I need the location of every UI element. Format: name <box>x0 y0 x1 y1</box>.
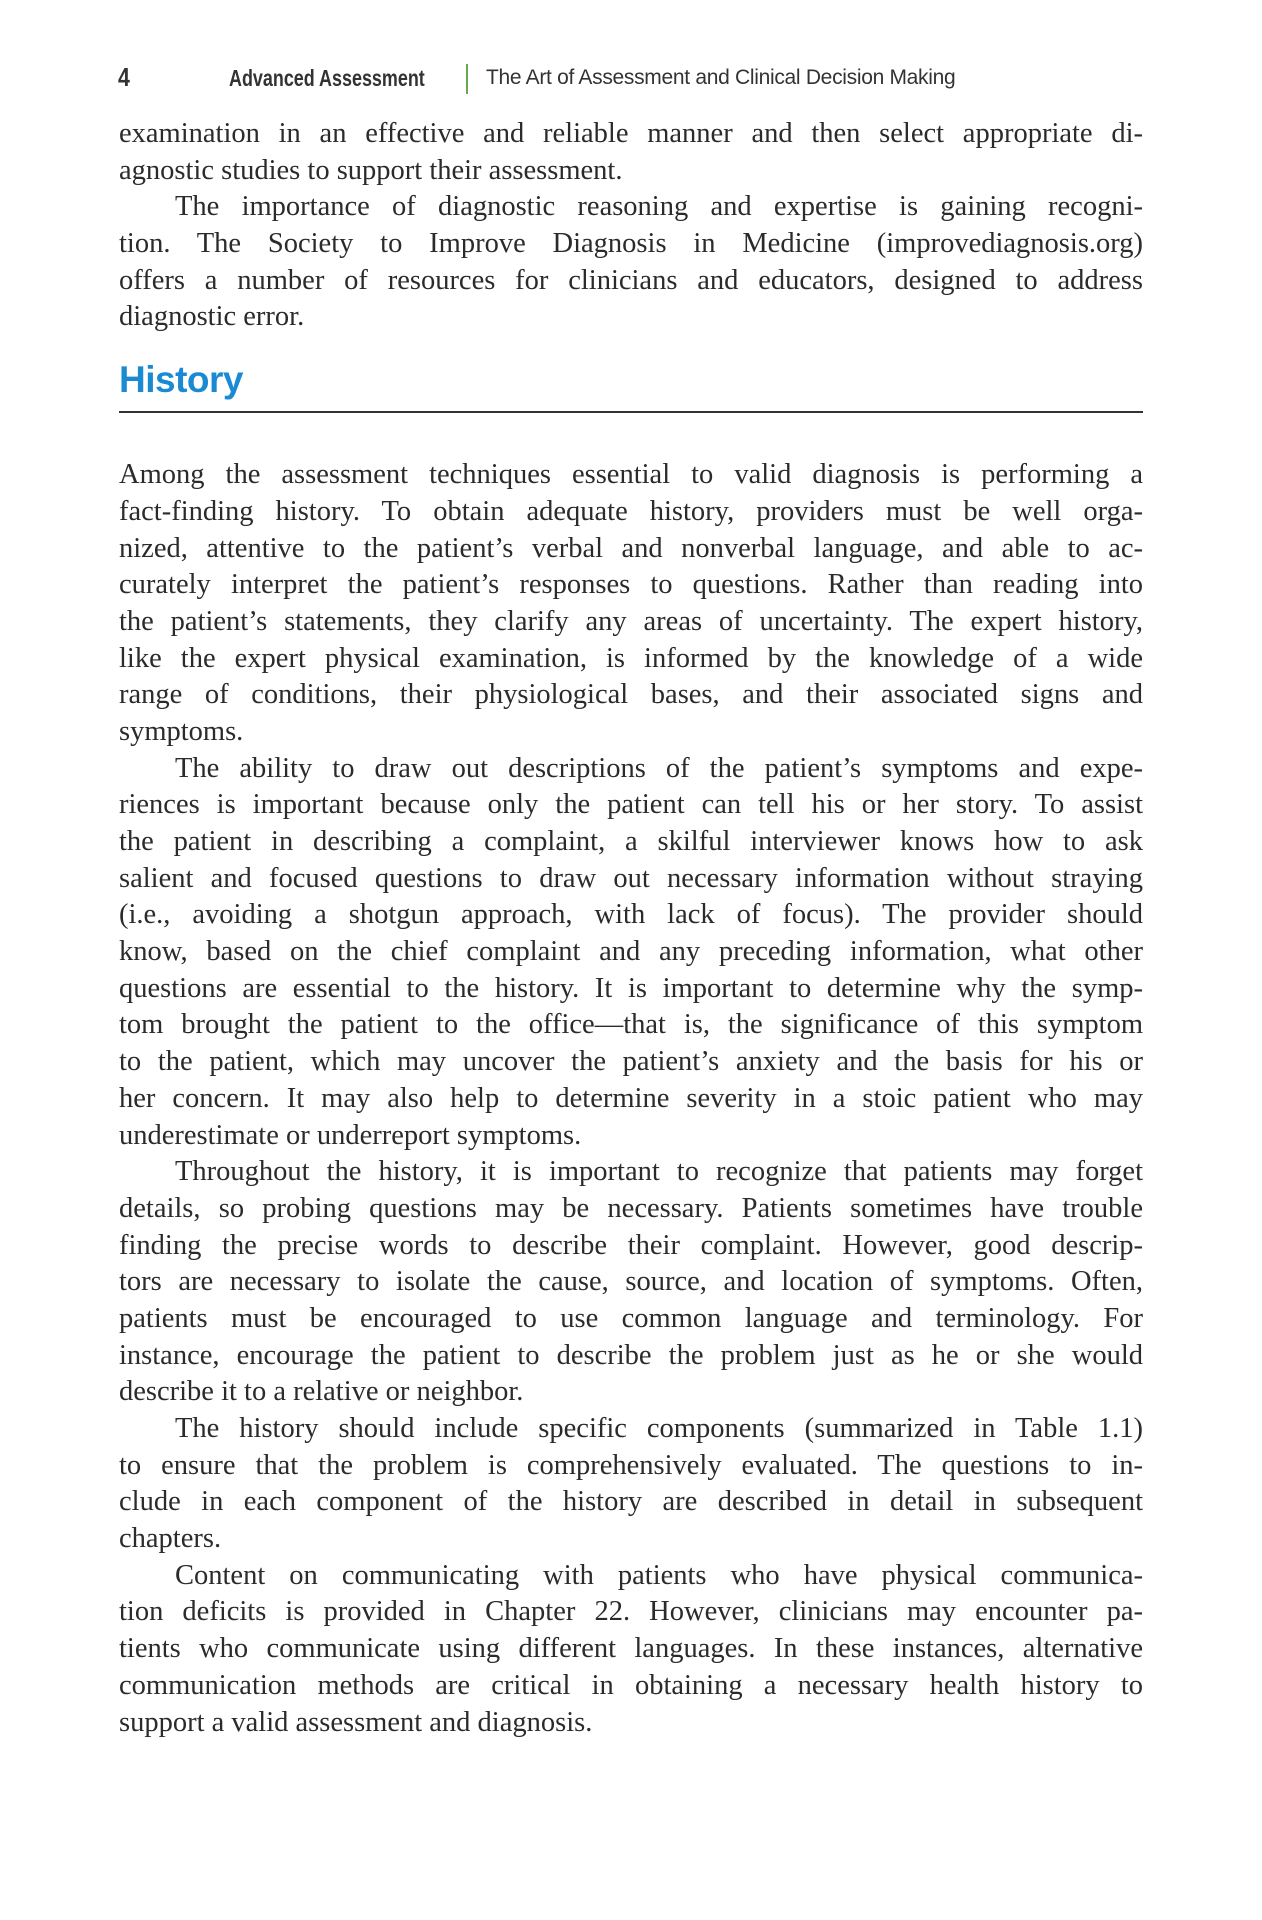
paragraph <box>119 189 1143 336</box>
text-line: her concern. It may also help to determine severity in a stoic patient who may <box>119 1082 1143 1114</box>
text-line: riences is important because only the patient can tell his or her story. To assist <box>119 789 1143 821</box>
intro-text <box>119 116 1143 336</box>
paragraph <box>119 1558 1143 1741</box>
paragraph <box>119 116 1143 189</box>
text-line: range of conditions, their physiological bases, and their associated signs and <box>119 679 1143 711</box>
running-head <box>118 62 1148 96</box>
text-line: underestimate or underreport symptoms. <box>119 1119 582 1151</box>
text-line: details, so probing questions may be necessary. Patients sometimes have trouble <box>119 1192 1143 1224</box>
text-line: to the patient, which may uncover the patient’s anxiety and the basis for his or <box>119 1046 1143 1078</box>
text-line: (i.e., avoiding a shotgun approach, with lack of focus). The provider should <box>119 899 1143 931</box>
text-line: the patient in describing a complaint, a skilful interviewer knows how to ask <box>119 826 1143 857</box>
section-text <box>119 457 1143 1741</box>
text-line: examination in an effective and reliable manner and then select appropriate di- <box>119 118 1143 149</box>
paragraph <box>119 1154 1143 1411</box>
page-number: 4 <box>118 62 130 92</box>
section-heading: History <box>119 359 243 401</box>
text-line: diagnostic error. <box>119 301 305 333</box>
text-line: The ability to draw out descriptions of the patient’s symptoms and expe- <box>175 752 1143 784</box>
text-line: fact-finding history. To obtain adequate history, providers must be well orga- <box>119 495 1143 527</box>
text-line: like the expert physical examination, is informed by the knowledge of a wide <box>119 642 1143 674</box>
text-line: tion deficits is provided in Chapter 22. However, clinicians may encounter pa- <box>119 1596 1143 1628</box>
section-rule <box>119 411 1143 413</box>
text-line: patients must be encouraged to use common language and terminology. For <box>119 1302 1143 1334</box>
paragraph <box>119 1411 1143 1558</box>
text-line: The importance of diagnostic reasoning and expertise is gaining recogni- <box>175 191 1143 223</box>
text-line: clude in each component of the history are described in detail in subsequent <box>119 1486 1143 1518</box>
text-line: know, based on the chief complaint and any preceding information, what other <box>119 936 1143 968</box>
text-line: the patient’s statements, they clarify any areas of uncertainty. The expert history, <box>119 605 1143 637</box>
text-line: agnostic studies to support their assessment. <box>119 154 623 186</box>
book-title: Advanced Assessment <box>229 65 425 91</box>
section-heading-block <box>119 336 1143 457</box>
paragraph <box>119 457 1143 751</box>
text-line: communication methods are critical in obtaining a necessary health history to <box>119 1669 1143 1701</box>
text-line: describe it to a relative or neighbor. <box>119 1376 524 1408</box>
paragraph <box>119 751 1143 1155</box>
header-divider <box>466 64 468 94</box>
text-line: salient and focused questions to draw out necessary information without straying <box>119 862 1143 894</box>
text-line: finding the precise words to describe their complaint. However, good descrip- <box>119 1229 1143 1261</box>
text-line: tors are necessary to isolate the cause, source, and location of symptoms. Often, <box>119 1266 1143 1298</box>
text-line: tients who communicate using different languages. In these instances, alternative <box>119 1633 1143 1665</box>
text-line: tom brought the patient to the office—that is, the significance of this symptom <box>119 1009 1143 1041</box>
text-line: Throughout the history, it is important to recognize that patients may forget <box>175 1156 1143 1188</box>
text-line: The history should include specific components (summarized in Table 1.1) <box>175 1413 1143 1444</box>
text-line: to ensure that the problem is comprehensively evaluated. The questions to in- <box>119 1449 1143 1481</box>
text-line: nized, attentive to the patient’s verbal and nonverbal language, and able to ac- <box>119 532 1143 564</box>
text-line: Among the assessment techniques essential to valid diagnosis is performing a <box>119 459 1143 491</box>
text-line: questions are essential to the history. It is important to determine why the symp- <box>119 972 1143 1004</box>
chapter-title: The Art of Assessment and Clinical Decision Making <box>486 66 956 89</box>
text-line: offers a number of resources for clinicians and educators, designed to address <box>119 264 1143 296</box>
text-line: chapters. <box>119 1523 222 1555</box>
text-line: tion. The Society to Improve Diagnosis in Medicine (improvediagnosis.org) <box>119 228 1143 260</box>
text-line: curately interpret the patient’s responses to questions. Rather than reading into <box>119 569 1143 601</box>
text-line: instance, encourage the patient to describe the problem just as he or she would <box>119 1339 1143 1371</box>
page-body <box>119 116 1143 1741</box>
text-line: Content on communicating with patients who have physical communica- <box>175 1559 1143 1591</box>
text-line: support a valid assessment and diagnosis. <box>119 1706 593 1738</box>
text-line: symptoms. <box>119 715 244 747</box>
